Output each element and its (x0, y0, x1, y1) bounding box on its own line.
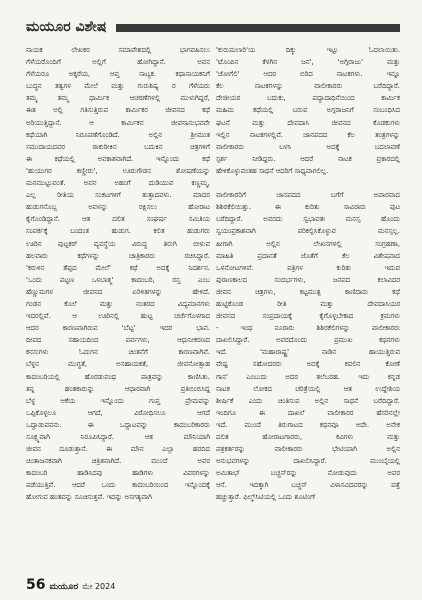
text-line: ಸಂಪರ್ಕಕ್ಕೆ ಬಂದಂತ ಹುಡುಗ. ಕಲಿತ ಹುಡುಗರು (26, 227, 210, 236)
text-line: ಎಲ್ಲ ರೀತಿಯ ಸಂಕಟಗಳಿಗೆ ತುತ್ತಾದವಳು. ಮಾದರ (26, 191, 210, 200)
text-line: ವಾಲೀಕಾರರಿಗೆ ಜಾನಪದದ ಬಗೆಗೆ ಅಪಾರವಾದ (216, 191, 400, 200)
header-rule (116, 24, 400, 32)
text-line: ಹೀಗಾಗಿ ಅಲ್ಲಿನ ಲೇಖನಗಳಲ್ಲಿ ಸಂಗ್ರಹಣಾ, (216, 239, 400, 248)
text-line: ದಲಿತ ಹೋರಾಟಗಾರರು, ಕವಿಗಳು ಮತ್ತು (216, 433, 400, 441)
text-line: ಒಳನೋಟಗಳಿವೆ. ಪತ್ರಿಗಳ ಕುರಿತು ಇದುವ (216, 263, 400, 272)
page-footer (26, 577, 115, 595)
text-line: ಚಿಂತಾಜನಕವಾಗಿ ಚಿತ್ರಿತವಾಗಿದೆ. ಮುಂದೆ ಅವರ (26, 457, 210, 466)
text-line: ಹುಡುಗನೊಬ್ಬ ಅವಳನ್ನು ರಕ್ಷಿಸಲು ಹೋರಾಟ (26, 203, 210, 212)
text-line: ಹೇಳಿಕೊಳ್ಳುವಂತಹ ಸಾಧನೆ ಆದರಿಗೆ ಸಾಧ್ಯವಾಗಲಿಲ್ಲ. (216, 166, 329, 175)
text-line: ಇಲ್ಲಿನ ನಾಟಕಗಳಲ್ಲಿವೆ. ಜಾನಪದದ ಕೆಲ ತಂತ್ರಗಳನ್ನು (216, 130, 400, 139)
text-line: ಮನಮುಟ್ಟುವಂತೆ. ಅವನ ಅಹಂಗೆ ದುಡಿಯುವ ಕಣ್ಣಮ್ಮ, (26, 179, 210, 188)
text-line: ವೇಷ್ಟ ಸಹೋದರರು ಅದಕ್ಕೆ ಕವಲಿನ ಕೋಣೆ (216, 360, 400, 369)
page-header (26, 14, 400, 36)
text-line: ಶೀರ್ಷಿಕೆ ಎಂದು ಚಿಂತಿಸುವ ಅಲ್ಲಿನ ಸಾಧನೆ ಬರೆದಿದ್ದಾರೆ. (216, 396, 400, 405)
text-line: ಇದೆ. ಮುಂದೆ ತಿರುಗಾಟದ ಕಥನವೂ ಅದೇ. ಅನೇಕ (216, 420, 400, 429)
text-line: 'ಕುರುಮಲಾರಿ'ಯ ದಿಕ್ಕು ಇಟ್ಟು ಓದಲಾಯಿತು. (216, 46, 400, 54)
text-line: ಇದೆ. 'ಮಹಾರಾಷ್ಟ್ರ' ನಾಡಿನ ಹಾಯುತ್ತಿರುವ (216, 348, 400, 357)
text-line: ಜೀವನ ದೂಡುತ್ತಾನೆ. ಈ ಮೌನ ಎಲ್ಲಾ ಹರದಿದ (26, 445, 210, 454)
text-line: ಸ್ವಯಂಪ್ರಕಾಶವಾಗಿ ಪರಿಕಲ್ಪಿಸಿಕೊಳ್ಳುವ ಮನಸ್ಸಲ್ಲ. (216, 227, 400, 236)
article-body (26, 44, 400, 572)
text-line: ಕಾದಂಬರಿಯಲ್ಲಿ ಹೊರಡುವಂಥ ಪಾತ್ರವನ್ನು ಕಾಣಿಸಿತು. (26, 372, 210, 381)
text-line: ಕಥೆಯಾಗಿ ನಿರೂಪಣೆಗೊಂಡಿದೆ. ಅಲ್ಲಿನ ಶ್ರೀಮಂತ (26, 130, 210, 139)
magazine-name: ಮಯೂರ (49, 582, 79, 592)
text-line: ತನ್ನ ಹಂತಕಾರುನ್ನು ಆಧಾರವಾಗಿ ಪ್ರತಿಬಿಂಬಿಸಿದ್ದ (26, 384, 210, 393)
text-line: ಪಡೆಯುತ್ತಿವೆ. ಆದರೆ ಒಂದು ಕಾದಂಬರಿಯಿಂದ ಇನ್ನೊಂದಕ್ಕೆ (26, 481, 210, 490)
text-line: ಘಟನೆ ಮತ್ತು ದೇವದಾಸಿ ಜೀವನದ ಕೊಡಕುಗಳು (216, 118, 400, 127)
text-line: ಒಪ್ಪಿಕೊಳ್ಳಲೂ ಆಗದೆ, ವಿರೋಧಿಸಲೂ ಆಗದೆ (26, 408, 210, 417)
text-line: ನಾಯಕ ಲೇಖಕರ ಸಮಾವೇಶದಲ್ಲಿ ಭಾಗವಹಿಸಲು (26, 46, 210, 54)
text-line: ಮಾಹಿತಿ ಪ್ರದಾನತೆ ಜೊತೆಗೆ ಕೆಲ ವಿಶೇಷವಾದ (216, 251, 400, 260)
text-line: ಬರೆದಿದ್ದಾರೆ. ಅವರದು ಸ್ವಭಾವತಃ ಮನಸ್ಸ ಹೊಂದು (216, 215, 400, 224)
text-line: 'ಟೊಂಪಿನ ಕೆಳಗಿನ ಜನ', 'ಅಗ್ಗಿರಾಜು' ಮತ್ತು (216, 58, 400, 67)
text-line: ಅರಿಯುತ್ತಿದ್ದಾನೆ. ಆ ಕಾರ್ಮಿಕನ ಜೀವನಾನುಭವವೇ (26, 118, 210, 127)
text-line: ಗೆಳೆಯರೂ ಅಕ್ಕರೆಯ, ಆಪ್ತ ನಾಟ್ಯಕ. ಕಥಾನಾಯಕನಿಗೆ (26, 70, 210, 79)
text-line: 'ಕರುಳಿನ ತೆಪ್ಪದ ಮೇಲೆ' ಕಥೆ ಅದಕ್ಕೆ ನಿದರ್ಶನ. (26, 263, 210, 272)
text-line: ದಾಖಲಿಸಿದ್ದಾರೆ. ಅವರದೊಂದು ಪ್ರಮುಖ ಕಥನಗಳು (216, 336, 400, 345)
text-line: ಗಾನ' ಎಂಬುದು ಅದರ ತಲೆಬರಹ. ಇದು ಕನ್ನಡ (216, 372, 400, 381)
text-line: ಪುರಾಣಕಾಲದ ಸಂದರ್ಭಗಳು, ಜನಪದ ಕಲಾವಿದರ (216, 275, 400, 284)
text-line: ಗಂಡನ ಕೊಲೆ ಮತ್ತು ನಂತರದ ವಿದ್ಯಮಾನಗಳು (26, 299, 210, 308)
text-line: ಅನುಭವಗಳನ್ನು ದಾಖಲಿಸಿದ್ದಾರೆ. ಮುಂಬೈಯಲ್ಲಿ (216, 457, 400, 466)
text-line: ಶಿಶಿರಕೆಲಿಯಿತ್ತು. ಈ ಕುರಿತು ಸಾವಿರಾರು ಪುಟ (216, 203, 400, 212)
text-line: 'ಒಂದು ಪಟ್ಟಣ ಒಳಬಾತ್ಮ' ಕಾದಂಬರಿ, ರಸ್ತ ಎಂಬ (26, 275, 210, 284)
text-line: ಪತ್ರಕರ್ತರನ್ನು ವಾಲೀಕಾರರು ಭೇಟಿಯಾಗಿ ಅಲ್ಲಿನ (216, 445, 400, 454)
text-line: ಹಲವಾರು ಕಥೆಗಳನ್ನು ಚಾತ್ರಿಕಾರರು ರಚಿಸಿದ್ದಾರೆ. (26, 251, 210, 260)
text-line: ಹೋಗುವ ಹಂತವನ್ನು ಸೂಚಿಸುತ್ತವೆ. ಇದನ್ನು ಅನಗತ್ಯವಾಗಿ (26, 493, 152, 502)
text-line: ಕನಸುಗಳು ಓದುಗನ ಚಿಂತನೆಗೆ ಕಾರಣವಾಗಿವೆ. (26, 348, 210, 357)
text-line: ಬೆಳ್ಳ ಆಕೆಯ ಇನ್ನೊಂದು ಗುಪ್ತ ಪ್ರೇಮವನ್ನು (26, 396, 210, 405)
text-line: ದೀಪದ ಸಹಾಯದಿಂದ ಪರ್ವಗಳು, ಆಧುನೀಕರಣದ (26, 336, 210, 345)
text-line: ಜೀವನ ಚಿತ್ರಗಳು, ಕಟ್ಟಮುತ್ಪ ಕಾಣಿದಾರು ಕಥೆ (216, 287, 400, 296)
text-line: ಜೀವನದ ಸಂಪ್ರದಾಯಕ್ಕೆ ಕೈಗೊಳ್ಳಬೇಕಾದ ಕ್ರಮಗಳು (216, 312, 400, 321)
text-line (216, 177, 400, 189)
text-line: ಕೆಲ ನಾಟಕಗಳನ್ನು ವಾಲೀಕಾರರು ಬರೆದಿದ್ದಾರೆ. (216, 82, 400, 91)
text-line: ಸ್ಪರ್ಶ ನೀಡಿದ್ದರು. ಆದರೆ ನಾಟಕ ಪ್ರಕಾರದಲ್ಲಿ (216, 154, 400, 163)
section-title: ಮಯೂರ ವಿಶೇಷ (26, 19, 107, 35)
left-column (26, 44, 210, 572)
text-line: ಇದರಲ್ಲಿವೆ. ಆ ಊರಿನಲ್ಲಿ ಹುಟ್ಟ ಚರ್ಚೆಗೊಳಗಾದ (26, 312, 210, 321)
text-line: ಒದ್ದಾಡುವವನು. ಈ ಒದ್ದಾಟವನ್ನು ಕಾದಂಬರಿಕಾರರು (26, 420, 210, 429)
text-line: ಆದರ ಕಾರಣವಾಗಿರುವ 'ಬೆಟ್ಟ' ಇದರ ಭಾವ. (26, 324, 210, 333)
text-line: ಕೈಗೊಂಡಿದ್ದಾನೆ. ಆತ ದಲಿತ ಸಂಘರ್ಷ ಸಮಿತಿಯ (26, 215, 210, 224)
text-line: ವಾಲೀಕಾರರು ಬಳಸಿ ಅದಕ್ಕೆ ಬದಲಾವಣೆ (216, 142, 400, 151)
text-line: ಸಮುದಾಯದವರ ಠಾಕುಠೀಕಿನ ಬದುಕಿನ ಚಿತ್ರಗಳಿಗೆ (26, 142, 210, 151)
issue-date: ಮೇ 2024 (82, 582, 116, 591)
text-line: ಇಂದಿಗೂ ಈ ದಾಖಲೆ ವಾಲೀಕಾರರ ಹೆಸರಿನಲ್ಲೇ (216, 408, 400, 417)
text-line: ದೇಜೀಯರ ಬದುಕು, ಪದ್ಧಾದಾಧಿನೆಯಿಂದ ಕಾರ್ಮಿಕ (216, 94, 400, 103)
text-line: ಬುದ್ಧನ ತತ್ವಗಳ ಮೇಲೆ ಮತ್ತು ಗುರುಶಿಷ್ಯ ರ ಗೆಳೆಯರು (26, 82, 210, 91)
text-line: ಈ ಕಥೆಯಲ್ಲಿ ಅವಕಾಶವಾಗಿದೆ. ಇನ್ನೊಂದು ಕಥೆ (26, 154, 210, 163)
text-line: ಗೆಳೆಯರೊಂದಿಗೆ ಅಲ್ಲಿಗೆ ಹೋಗಿದ್ದಾನೆ. ಅವನ (26, 58, 210, 67)
text-line: ನಾಟಕ ಲೋಕದ ಚರಿತ್ರೆಯಲ್ಲಿ ಆತ ಉದ್ದೇಶಿಯ (216, 384, 400, 393)
text-line: ಅಮಿತಾಭ್ ಬಚ್ಚನ್‌ರನ್ನು ನೋಡುವುದು ಅವರ (216, 469, 400, 478)
text-line: 'ಹುಯುಗರ ಕಣ್ಣೀರು', ಊರುಗೌಡನ ಶೋಷಣೆಯನ್ನು (26, 166, 210, 175)
text-line: ಹೆಣ್ಣುಮಗಳ ಜೀವನದ ಏರಿಳಿತಗಳನ್ನು ಹೇಳಿದೆ. (26, 287, 210, 296)
text-line: ಈತ ಅಲ್ಲಿ ಗತಿಸುತ್ತಿರುವ ಕಾರ್ಮಿಕರ ಜೀವನದ ಕಥೆ (26, 106, 210, 115)
text-line: ತಮ್ಮ ತಮ್ಮ ಧಾರ್ಮಿಕ ಆಚರಣೆಗಳಲ್ಲಿ ಮುಳುಗಿದ್ದರೆ, (26, 94, 210, 103)
text-line: ಬೆಳ್ಳನ ಮುಗ್ಧತೆ, ಅಸಹಾಯಕತೆ, ಜೀವನೋತ್ಸಾಹ (26, 360, 210, 369)
text-line: ಆಸೆ. ಇದಕ್ಕಾಗಿ ಬಚ್ಚನ್ ವಿಳಾಸವಿದವರನ್ನು ಪತ್ತೆ (216, 481, 400, 490)
text-line: ಹುಟ್ಟಿಕೊಂಡ ರೀತಿ ಮತ್ತು ದೇವದಾಸಿಯರ (216, 299, 400, 308)
text-line: ಊರಿನ ಪುಟ್ಟಕರ್ ವ್ಯವಸ್ಥೆಯ ವಿರುದ್ಧ ತಿರುಗಿ ಬೀಳುವ (26, 239, 210, 248)
text-line: ಕಾದಂಬರಿ ಹಾಡಿಸಿದವು ಹಾಡಿಗಳು ವಿವರಗಳನ್ನು (26, 469, 210, 478)
text-line: ಮಹಿಮ ಕಥೆಯಲ್ಲಿ ಬರುವ ಅಗ್ಗರಾಜನಿಗೆ ಸಂಬಂಧಿಸಿದ (216, 106, 400, 115)
right-column (216, 44, 400, 572)
text-line: - ಇಂಥ ನೂರಾರು ಶಿಶಿರಕೆಲಿಗಳನ್ನು ವಾಲೀಕಾರರು (216, 324, 400, 333)
text-line: 'ಜೋಗೆಲಿ' ಆದರ ಬಿರಿದ ನಾಟಕಗಳು. ಇನ್ನೂ (216, 70, 400, 79)
text-line: ಸೂಕ್ಷ್ಮವಾಗಿ ನಿರೂಪಿಸಿದ್ದಾರೆ. ಆತ ಮೌನಿಯಾಗಿ (26, 433, 210, 441)
page-number: 56 (26, 577, 46, 593)
text-line: ಹಚ್ಚುತ್ತಾರೆ. ಫಿಲ್ಮ್‌ಸಿಟಿಯಲ್ಲಿ ಒಂದು ಶೂಟಿಂಗ್ (216, 493, 317, 502)
